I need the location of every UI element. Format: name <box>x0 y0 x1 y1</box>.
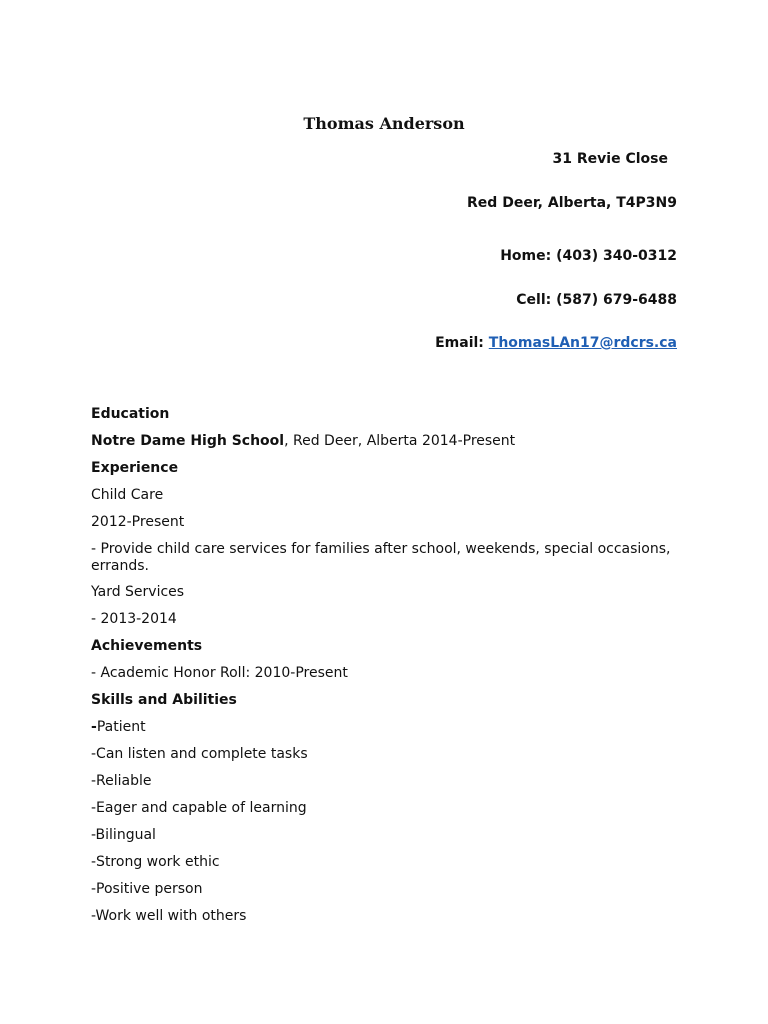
address-line-2: Red Deer, Alberta, T4P3N9 <box>467 195 677 211</box>
skill-item: -Work well with others <box>91 908 247 924</box>
job-description-child-care: - Provide child care services for families after school, weekends, special occasions, errands. <box>91 541 671 574</box>
address-line-1: 31 Revie Close <box>552 151 668 167</box>
education-heading: Education <box>91 406 170 422</box>
experience-heading: Experience <box>91 460 179 476</box>
job-dates-yard-services: - 2013-2014 <box>91 611 177 627</box>
job-dates-child-care: 2012-Present <box>91 514 185 530</box>
email-link[interactable]: ThomasLAn17@rdcrs.ca <box>488 335 677 351</box>
achievement-item: - Academic Honor Roll: 2010-Present <box>91 665 348 681</box>
skills-heading: Skills and Abilities <box>91 692 237 708</box>
school-name: Notre Dame High School <box>91 433 285 449</box>
education-entry <box>91 433 681 450</box>
email-line <box>435 334 677 352</box>
skill-item-patient <box>91 719 681 736</box>
skill-item: -Reliable <box>91 773 152 789</box>
school-details: , Red Deer, Alberta 2014-Present <box>284 433 516 449</box>
skill-item: -Positive person <box>91 881 203 897</box>
achievements-heading: Achievements <box>91 638 203 654</box>
skill-item: -Can listen and complete tasks <box>91 746 308 762</box>
resume-name: Thomas Anderson <box>303 114 465 133</box>
cell-phone: Cell: (587) 679-6488 <box>516 292 677 308</box>
home-phone: Home: (403) 340-0312 <box>500 248 677 264</box>
job-title-yard-services: Yard Services <box>91 584 185 600</box>
skill-item: -Strong work ethic <box>91 854 220 870</box>
skill-text: Patient <box>96 719 146 735</box>
job-title-child-care: Child Care <box>91 487 164 503</box>
skill-dash: - <box>91 719 97 735</box>
skill-item: -Bilingual <box>91 827 156 843</box>
skill-item: -Eager and capable of learning <box>91 800 307 816</box>
email-label: Email: <box>435 335 489 351</box>
